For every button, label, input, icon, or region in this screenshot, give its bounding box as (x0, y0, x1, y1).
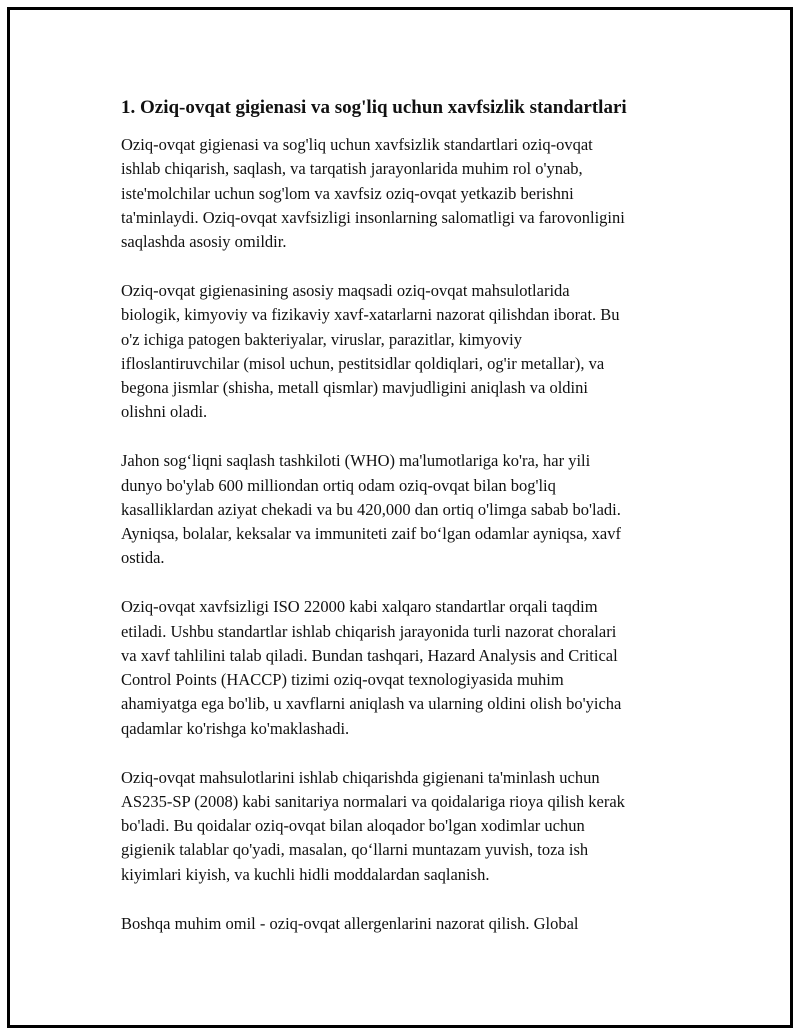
paragraph-4 (121, 595, 691, 741)
text-line: kiyimlari kiyish, va kuchli hidli moddalardan saqlanish. (121, 864, 490, 884)
text-line: ifloslantiruvchilar (misol uchun, pestitsidlar qoldiqlari, og'ir metallar), va (121, 353, 605, 373)
document-title: 1. Oziq-ovqat gigienasi va sog'liq uchun xavfsizlik standartlari (121, 97, 627, 118)
text-line: iste'molchilar uchun sog'lom va xavfsiz oziq-ovqat yetkazib berishni (121, 183, 574, 203)
text-line: Oziq-ovqat gigienasi va sog'liq uchun xavfsizlik standartlari oziq-ovqat (121, 135, 593, 154)
text-line: ishlab chiqarish, saqlash, va tarqatish jarayonlarida muhim rol o'ynab, (121, 159, 583, 179)
text-line: olishni oladi. (121, 402, 208, 422)
paragraph-5 (121, 766, 691, 887)
text-line: gigienik talablar qo'yadi, masalan, qo‘llarni muntazam yuvish, toza ish (121, 840, 589, 860)
text-line: kasalliklardan aziyat chekadi va bu 420,000 dan ortiq o'limga sabab bo'ladi. (121, 499, 621, 519)
text-line: o'z ichiga patogen bakteriyalar, viruslar, parazitlar, kimyoviy (121, 329, 522, 349)
text-line: saqlashda asosiy omildir. (121, 232, 287, 252)
text-line: dunyo bo'ylab 600 milliondan ortiq odam oziq-ovqat bilan bog'liq (121, 475, 556, 495)
text-line: biologik, kimyoviy va fizikaviy xavf-xatarlarni nazorat qilishdan iborat. Bu (121, 305, 620, 325)
text-line: Jahon sog‘liqni saqlash tashkiloti (WHO) ma'lumotlariga ko'ra, har yili (121, 451, 591, 471)
text-line: Oziq-ovqat xavfsizligi ISO 22000 kabi xalqaro standartlar orqali taqdim (121, 597, 598, 617)
text-line: Boshqa muhim omil - oziq-ovqat allergenlarini nazorat qilish. Global (121, 913, 579, 933)
text-line: qadamlar ko'rishga ko'maklashadi. (121, 718, 350, 738)
text-line: begona jismlar (shisha, metall qismlar) mavjudligini aniqlash va oldini (121, 378, 588, 398)
text-line: Oziq-ovqat mahsulotlarini ishlab chiqarishda gigienani ta'minlash uchun (121, 767, 600, 787)
paragraph-6 (121, 912, 691, 936)
page-frame (7, 7, 793, 1028)
document-content (121, 96, 691, 960)
paragraph-1 (121, 133, 691, 254)
paragraph-3 (121, 449, 691, 570)
text-line: ta'minlaydi. Oziq-ovqat xavfsizligi insonlarning salomatligi va farovonligini (121, 207, 625, 227)
text-line: Ayniqsa, bolalar, keksalar va immuniteti zaif bo‘lgan odamlar ayniqsa, xavf (121, 524, 621, 544)
text-line: Control Points (HACCP) tizimi oziq-ovqat texnologiyasida muhim (121, 670, 564, 690)
text-line: bo'ladi. Bu qoidalar oziq-ovqat bilan aloqador bo'lgan xodimlar uchun (121, 816, 585, 836)
text-line: ahamiyatga ega bo'lib, u xavflarni aniqlash va ularning oldini olish bo'yicha (121, 694, 622, 714)
text-line: va xavf tahlilini talab qiladi. Bundan tashqari, Hazard Analysis and Critical (121, 645, 618, 665)
text-line: AS235-SP (2008) kabi sanitariya normalari va qoidalariga rioya qilish kerak (121, 791, 625, 811)
text-line: Oziq-ovqat gigienasining asosiy maqsadi oziq-ovqat mahsulotlarida (121, 280, 570, 300)
text-line: etiladi. Ushbu standartlar ishlab chiqarish jarayonida turli nazorat choralari (121, 621, 617, 641)
paragraph-2 (121, 279, 691, 425)
text-line: ostida. (121, 548, 165, 568)
